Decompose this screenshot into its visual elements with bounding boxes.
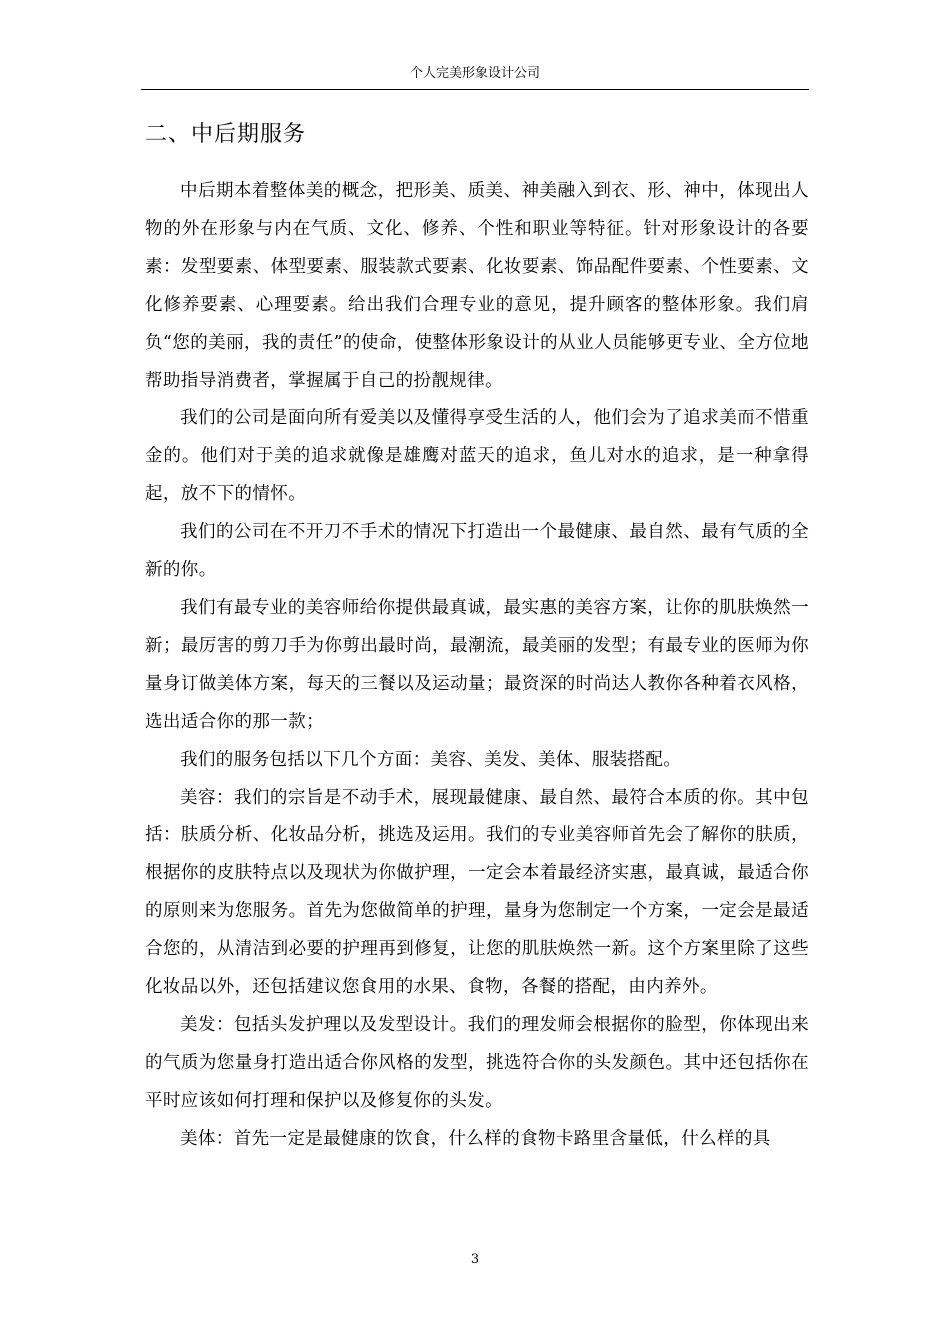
- paragraph: 美体：首先一定是最健康的饮食，什么样的食物卡路里含量低，什么样的具: [180, 1128, 771, 1149]
- document-body: [145, 173, 809, 1159]
- paragraph: 我们的服务包括以下几个方面：美容、美发、美体、服装搭配。: [180, 749, 682, 770]
- section-heading: 二、中后期服务: [145, 122, 307, 147]
- paragraph: 我们的公司在不开刀不手术的情况下打造出一个最健康、最自然、最有气质的全新的你。: [145, 522, 809, 581]
- paragraph: 我们有最专业的美容师给你提供最真诚，最实惠的美容方案，让你的肌肤焕然一新；最厉害的剪刀手为你剪出最时尚，最潮流，最美丽的发型；有最专业的医师为你量身订做美体方案，每天的三餐以及运动量；最资深的时尚达人教你各种着衣风格，选出适合你的那一款；: [145, 597, 809, 732]
- page-number: 3: [470, 1252, 480, 1267]
- paragraph: 美容：我们的宗旨是不动手术，展现最健康、最自然、最符合本质的你。其中包括：肤质分析、化妆品分析，挑选及运用。我们的专业美容师首先会了解你的肤质，根据你的皮肤特点以及现状为你做护理，一定会本着最经济实惠，最真诚，最适合你的原则来为您服务。首先为您做简单的护理，量身为您制定一个方案，一定会是最适合您的，从清洁到必要的护理再到修复，让您的肌肤焕然一新。这个方案里除了这些化妆品以外，还包括建议您食用的水果、食物，各餐的搭配，由内养外。: [145, 787, 809, 998]
- header-rule: [141, 89, 809, 90]
- paragraph: 美发：包括头发护理以及发型设计。我们的理发师会根据你的脸型，你体现出来的气质为您量身打造出适合你风格的发型，挑选符合你的头发颜色。其中还包括你在平时应该如何打理和保护以及修复你的头发。: [145, 1014, 809, 1111]
- page-header: 个人完美形象设计公司: [409, 66, 540, 81]
- paragraph: 我们的公司是面向所有爱美以及懂得享受生活的人，他们会为了追求美而不惜重金的。他们对于美的追求就像是雄鹰对蓝天的追求，鱼儿对水的追求，是一种拿得起，放不下的情怀。: [145, 408, 809, 505]
- paragraph: 中后期本着整体美的概念，把形美、质美、神美融入到衣、形、神中，体现出人物的外在形象与内在气质、文化、修养、个性和职业等特征。针对形象设计的各要素：发型要素、体型要素、服装款式要素、化妆要素、饰品配件要素、个性要素、文化修养要素、心理要素。给出我们合理专业的意见，提升顾客的整体形象。我们肩负“您的美丽，我的责任”的使命，使整体形象设计的从业人员能够更专业、全方位地帮助指导消费者，掌握属于自己的扮靓规律。: [145, 181, 809, 391]
